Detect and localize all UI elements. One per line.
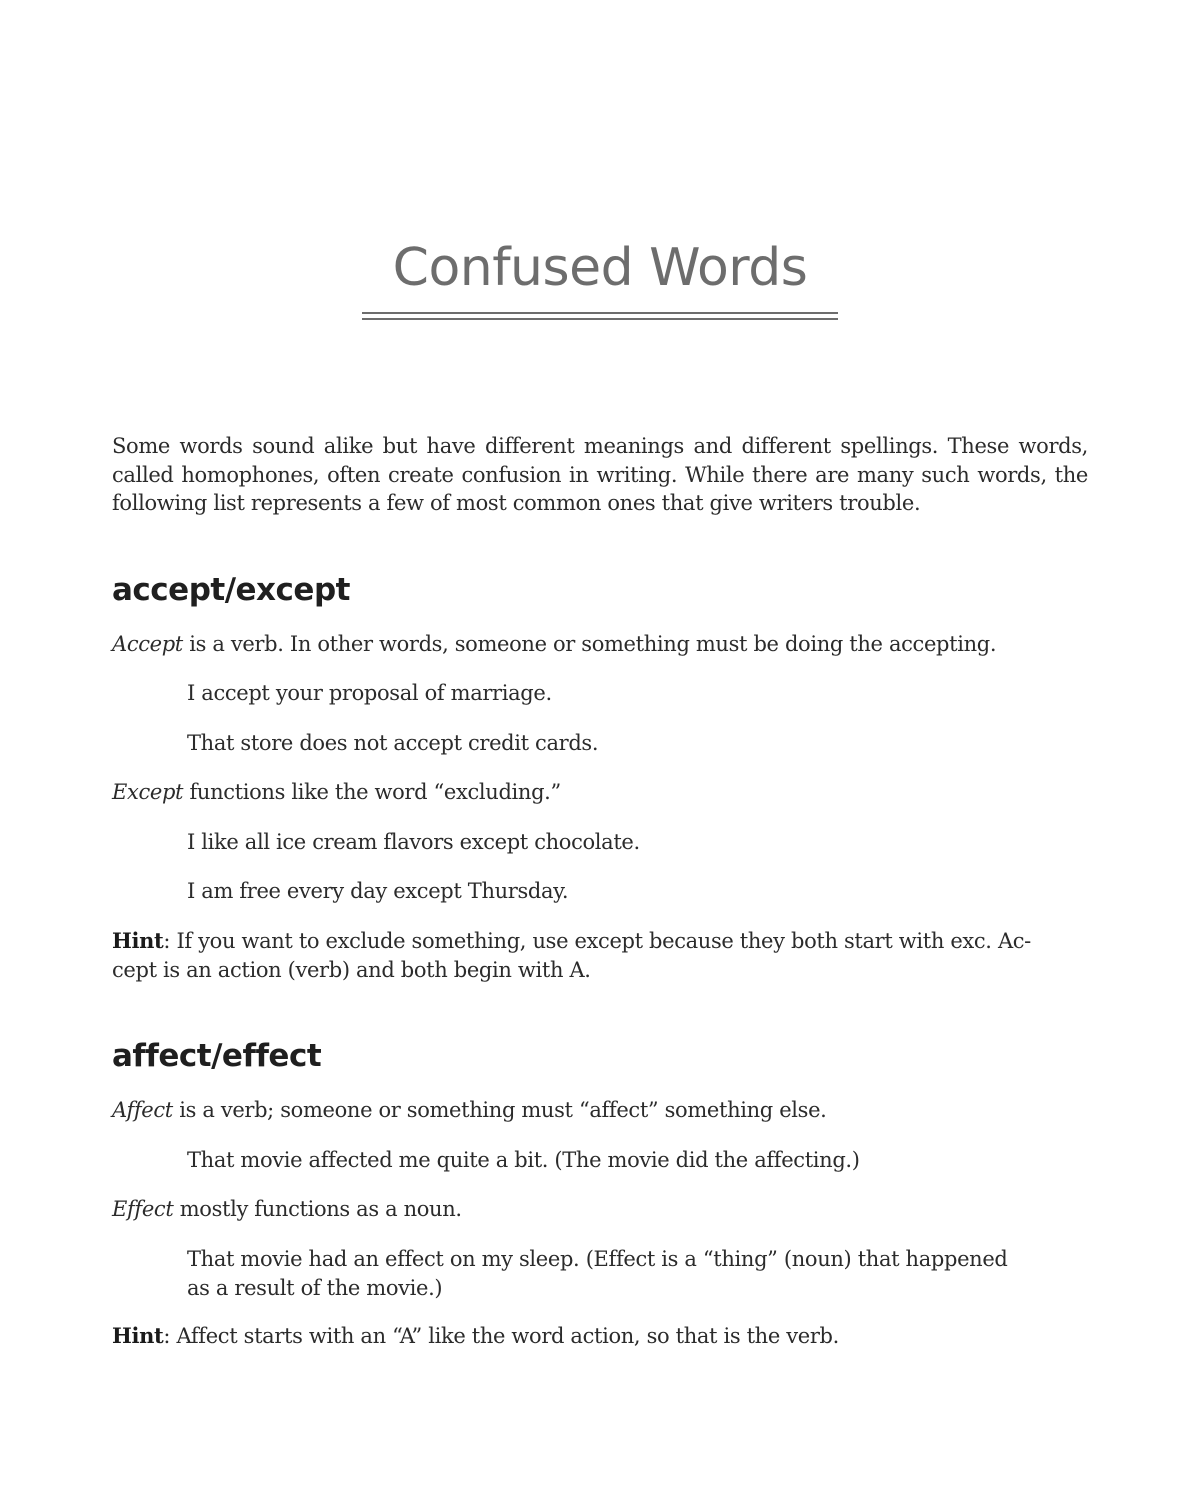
definition-text: is a verb; someone or something must “affect” something else.: [172, 1098, 827, 1122]
hint-label: Hint: [112, 1323, 164, 1348]
title-underline-top: [362, 312, 838, 314]
term-effect: Effect: [112, 1197, 174, 1221]
definition-text: is a verb. In other words, someone or something must be doing the accepting.: [182, 632, 997, 656]
section-heading-affect-effect: affect/effect: [112, 1038, 322, 1074]
hint-accept-except: [112, 927, 1088, 984]
example-line-1: That movie had an effect on my sleep. (Effect is a “thing” (noun) that happened: [187, 1247, 1008, 1271]
example-line-2: as a result of the movie.): [187, 1275, 443, 1300]
example-sentence: I am free every day except Thursday.: [187, 879, 569, 903]
example-sentence: I like all ice cream flavors except chocolate.: [187, 830, 640, 854]
title-underline-bottom: [362, 318, 838, 320]
example-sentence: That store does not accept credit cards.: [187, 731, 599, 755]
hint-text-continued: cept is an action (verb) and both begin with A.: [112, 957, 591, 982]
hint-label: Hint: [112, 928, 164, 953]
definition-effect: [112, 1195, 1088, 1224]
section-heading-accept-except: accept/except: [112, 572, 350, 608]
hint-affect-effect: [112, 1322, 1088, 1351]
page-title: Confused Words: [392, 238, 808, 298]
definition-affect: [112, 1096, 1088, 1125]
definition-except: [112, 778, 1088, 807]
example-sentence: [187, 1245, 1077, 1302]
example-sentence: That movie affected me quite a bit. (The movie did the affecting.): [187, 1148, 860, 1172]
term-affect: Affect: [112, 1098, 173, 1122]
term-accept: Accept: [112, 632, 183, 656]
hint-text: : Affect starts with an “A” like the word action, so that is the verb.: [163, 1324, 839, 1348]
term-except: Except: [112, 780, 184, 804]
hint-text: : If you want to exclude something, use except because they both start with exc. Ac-: [163, 929, 1031, 953]
intro-paragraph: Some words sound alike but have different meanings and different spellings. These words, called homophones, often create confusion in writing. While there are many such words, the following list represents a few of most common ones that give writers trouble.: [112, 434, 1088, 515]
definition-accept: [112, 630, 1088, 659]
definition-text: functions like the word “excluding.”: [183, 780, 561, 804]
definition-text: mostly functions as a noun.: [173, 1197, 462, 1221]
example-sentence: I accept your proposal of marriage.: [187, 681, 552, 705]
